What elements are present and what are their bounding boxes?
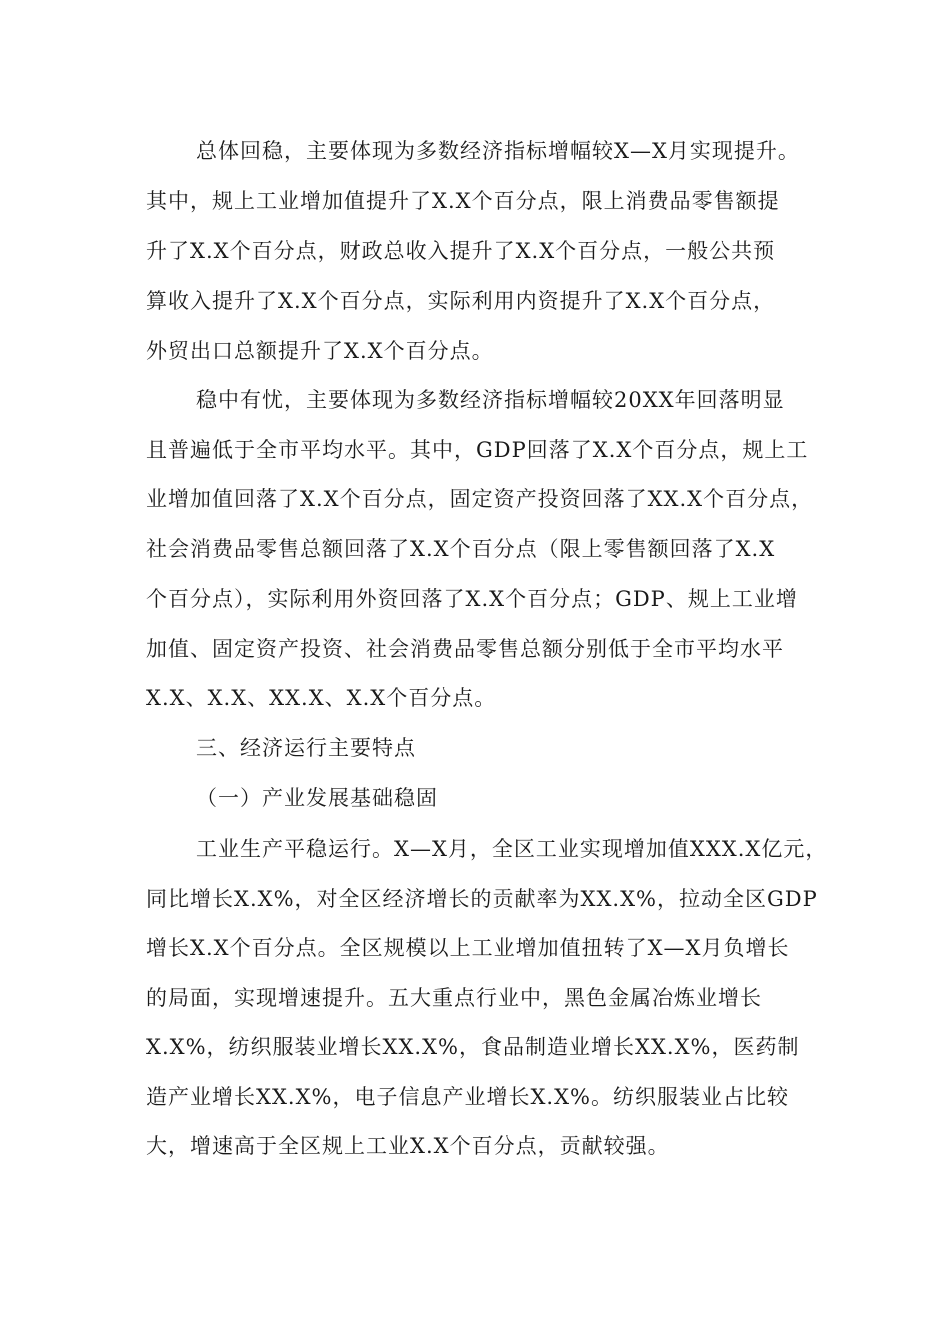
paragraph-1-line-2: 其中，规上工业增加值提升了X.X个百分点，限上消费品零售额提 — [146, 189, 780, 213]
paragraph-2-line-2: 且普遍低于全市平均水平。其中，GDP回落了X.X个百分点，规上工 — [146, 438, 809, 462]
paragraph-2-line-4: 社会消费品零售总额回落了X.X个百分点（限上零售额回落了X.X — [146, 537, 776, 561]
paragraph-3-line-7: 大，增速高于全区规上工业X.X个百分点，贡献较强。 — [146, 1134, 670, 1158]
paragraph-1-line-1: 总体回稳，主要体现为多数经济指标增幅较X—X月实现提升。 — [196, 139, 800, 163]
paragraph-3-line-1: 工业生产平稳运行。X—X月，全区工业实现增加值XXX.X亿元， — [196, 837, 828, 861]
paragraph-2-line-7: X.X、X.X、XX.X、X.X个百分点。 — [146, 686, 497, 710]
paragraph-1-line-3: 升了X.X个百分点，财政总收入提升了X.X个百分点，一般公共预 — [146, 239, 776, 263]
subsection-heading: （一）产业发展基础稳固 — [196, 786, 438, 810]
paragraph-1-line-4: 算收入提升了X.X个百分点，实际利用内资提升了X.X个百分点， — [146, 289, 776, 313]
paragraph-2-line-3: 业增加值回落了X.X个百分点，固定资产投资回落了XX.X个百分点， — [146, 487, 814, 511]
paragraph-3-line-3: 增长X.X个百分点。全区规模以上工业增加值扭转了X—X月负增长 — [146, 936, 790, 960]
paragraph-2-line-5: 个百分点），实际利用外资回落了X.X个百分点；GDP、规上工业增 — [146, 587, 798, 611]
paragraph-2-line-6: 加值、固定资产投资、社会消费品零售总额分别低于全市平均水平 — [146, 637, 784, 661]
paragraph-1-line-5: 外贸出口总额提升了X.X个百分点。 — [146, 339, 494, 363]
paragraph-3-line-2: 同比增长X.X%，对全区经济增长的贡献率为XX.X%，拉动全区GDP — [146, 887, 818, 911]
paragraph-3-line-6: 造产业增长XX.X%，电子信息产业增长X.X%。纺织服装业占比较 — [146, 1085, 790, 1109]
section-heading: 三、经济运行主要特点 — [196, 736, 416, 760]
paragraph-2-line-1: 稳中有忧，主要体现为多数经济指标增幅较20XX年回落明显 — [196, 388, 785, 412]
paragraph-3-line-4: 的局面，实现增速提升。五大重点行业中，黑色金属冶炼业增长 — [146, 986, 762, 1010]
paragraph-3-line-5: X.X%，纺织服装业增长XX.X%，食品制造业增长XX.X%，医药制 — [146, 1035, 800, 1059]
